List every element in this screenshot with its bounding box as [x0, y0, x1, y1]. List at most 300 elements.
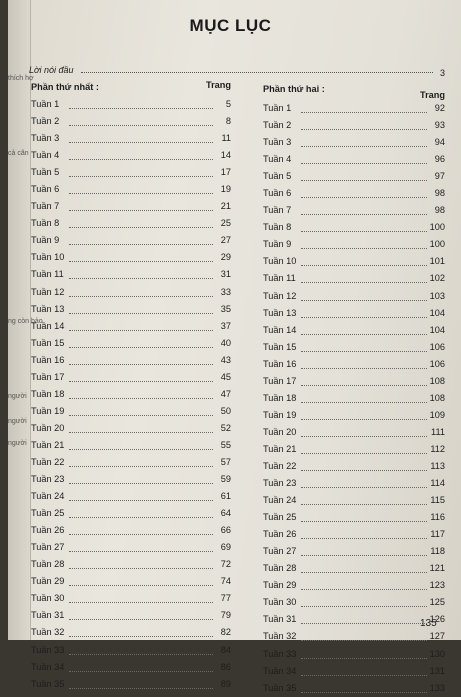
- toc-entry: [31, 488, 231, 505]
- toc-entry-page: 27: [220, 235, 231, 246]
- toc-entry-label: Tuần 8: [263, 222, 292, 233]
- leader-dots: [301, 658, 427, 659]
- leader-dots: [301, 487, 427, 488]
- toc-entry: [263, 168, 445, 185]
- toc-entry-page: 123: [429, 580, 445, 591]
- toc-entry: [263, 236, 445, 253]
- toc-entry: [31, 454, 231, 471]
- toc-entry-label: Tuần 31: [263, 614, 297, 625]
- leader-dots: [69, 688, 213, 689]
- toc-entry: [31, 130, 231, 147]
- toc-entry-label: Tuần 23: [31, 474, 65, 485]
- toc-entry-label: Tuần 26: [31, 525, 65, 536]
- toc-entry-page: 121: [429, 563, 445, 574]
- toc-entry-label: Tuần 18: [263, 392, 297, 403]
- toc-entry-label: Tuần 3: [31, 133, 60, 144]
- leader-dots: [301, 470, 427, 471]
- previous-page-edge: [8, 0, 43, 640]
- toc-entry: [263, 117, 445, 134]
- toc-entry-page: 100: [429, 239, 445, 250]
- toc-entry-label: Tuần 4: [31, 150, 60, 161]
- toc-entry-page: 79: [220, 610, 231, 621]
- toc-entry: [263, 441, 445, 458]
- leader-dots: [69, 313, 213, 314]
- leader-dots: [301, 453, 427, 454]
- toc-entry: [31, 539, 231, 556]
- toc-entry: [31, 624, 231, 641]
- toc-entry: [263, 134, 445, 151]
- toc-entry-page: 37: [220, 320, 231, 331]
- leader-dots: [69, 244, 213, 245]
- toc-entry-label: Tuần 1: [31, 99, 60, 109]
- toc-entry-page: 108: [429, 375, 445, 386]
- toc-entry-label: Tuần 6: [263, 188, 292, 199]
- toc-entry-page: 97: [434, 171, 445, 182]
- part-two-header: [263, 82, 445, 100]
- toc-entry: [31, 318, 231, 335]
- toc-entry-label: Tuần 35: [31, 678, 65, 689]
- toc-entry-label: Tuần 1: [263, 103, 292, 113]
- toc-entry: [263, 305, 445, 322]
- toc-entry-label: Tuần 14: [263, 324, 297, 335]
- toc-entry-page: 17: [220, 167, 231, 178]
- toc-entry-page: 64: [220, 508, 231, 519]
- toc-entry: [263, 373, 445, 390]
- page-column-label: Trang: [205, 80, 231, 90]
- part-two-list: [263, 100, 445, 697]
- toc-entry-label: Tuần 32: [31, 627, 65, 638]
- leader-dots: [69, 278, 213, 279]
- leader-dots: [69, 449, 213, 450]
- toc-entry-page: 84: [220, 644, 231, 655]
- toc-entry-page: 19: [220, 184, 231, 195]
- toc-entry-page: 55: [220, 439, 231, 450]
- toc-entry: [263, 628, 445, 645]
- toc-entry-label: Tuần 11: [31, 269, 64, 280]
- toc-entry-label: Tuần 21: [263, 443, 297, 454]
- toc-part-one: [31, 80, 231, 693]
- toc-entry-page: 112: [430, 443, 445, 454]
- toc-entry-page: 115: [430, 495, 445, 506]
- toc-entry: [263, 390, 445, 407]
- toc-entry: [31, 437, 231, 454]
- toc-entry-page: 11: [221, 133, 231, 144]
- leader-dots: [301, 521, 427, 522]
- leader-dots: [301, 197, 427, 198]
- strip-text: cả cân: [8, 150, 29, 157]
- toc-entry-page: 8: [225, 116, 231, 127]
- toc-entry: [263, 407, 445, 424]
- toc-entry-page: 98: [434, 205, 445, 216]
- toc-entry-page: 47: [220, 388, 231, 399]
- toc-entry-page: 69: [220, 542, 231, 553]
- leader-dots: [69, 500, 213, 501]
- toc-entry: [31, 505, 231, 522]
- toc-entry-page: 126: [429, 614, 445, 625]
- toc-entry: [263, 219, 445, 236]
- toc-entry-label: Tuần 5: [263, 171, 292, 182]
- toc-entry: [31, 266, 231, 283]
- toc-entry-label: Tuần 2: [263, 120, 292, 131]
- toc-entry: [263, 356, 445, 373]
- toc-entry: [31, 147, 231, 164]
- toc-entry: [263, 270, 445, 287]
- toc-entry-page: 82: [220, 627, 231, 638]
- toc-entry: [263, 646, 445, 663]
- leader-dots: [81, 72, 433, 73]
- toc-entry-label: Tuần 15: [31, 337, 65, 348]
- leader-dots: [301, 589, 427, 590]
- toc-entry-page: 103: [429, 290, 445, 301]
- part-one-heading: Phần thứ nhất :: [31, 82, 99, 92]
- toc-entry: [31, 420, 231, 437]
- strip-text: người: [8, 418, 27, 425]
- toc-entry: [263, 253, 445, 270]
- toc-entry-page: 118: [430, 546, 445, 557]
- leader-dots: [301, 248, 427, 249]
- toc-entry-label: Tuần 27: [31, 542, 65, 553]
- toc-entry: [263, 100, 445, 117]
- toc-entry-page: 98: [434, 188, 445, 199]
- toc-entry-label: Tuần 30: [263, 597, 297, 608]
- toc-entry-label: Tuần 4: [263, 154, 292, 165]
- leader-dots: [69, 210, 213, 211]
- toc-entry-label: Tuần 32: [263, 631, 297, 642]
- toc-entry-label: Tuần 20: [263, 426, 297, 437]
- leader-dots: [69, 551, 213, 552]
- toc-entry-page: 77: [220, 593, 231, 604]
- toc-entry: [31, 573, 231, 590]
- toc-entry-label: Tuần 29: [31, 576, 65, 587]
- toc-entry-label: Tuần 27: [263, 546, 297, 557]
- toc-entry: [31, 301, 231, 318]
- toc-entry-label: Tuần 24: [263, 495, 297, 506]
- strip-text: ng còn bảo: [8, 318, 43, 325]
- leader-dots: [69, 347, 213, 348]
- leader-dots: [69, 602, 213, 603]
- toc-entry-page: 29: [220, 252, 231, 263]
- toc-entry-label: Tuần 10: [263, 256, 297, 267]
- toc-entry: [263, 611, 445, 628]
- toc-entry: [31, 369, 231, 386]
- toc-entry: [31, 284, 231, 301]
- toc-entry-label: Tuần 6: [31, 184, 60, 195]
- toc-entry: [263, 663, 445, 680]
- preface-page: 3: [439, 68, 445, 78]
- leader-dots: [301, 163, 427, 164]
- leader-dots: [69, 142, 213, 143]
- toc-entry: [263, 339, 445, 356]
- toc-entry: [263, 458, 445, 475]
- leader-dots: [301, 555, 427, 556]
- leader-dots: [301, 368, 427, 369]
- strip-text: thích hợ: [8, 75, 34, 82]
- toc-entry-label: Tuần 9: [31, 235, 60, 246]
- toc-entry-label: Tuần 33: [263, 648, 297, 659]
- toc-entry-label: Tuần 7: [31, 201, 60, 212]
- leader-dots: [301, 146, 427, 147]
- toc-entry: [31, 386, 231, 403]
- toc-entry-label: Tuần 23: [263, 478, 297, 489]
- leader-dots: [69, 381, 213, 382]
- toc-entry-page: 93: [434, 120, 445, 131]
- toc-entry: [31, 471, 231, 488]
- toc-entry-label: Tuần 5: [31, 167, 60, 178]
- leader-dots: [301, 385, 427, 386]
- toc-entry-page: 111: [431, 426, 445, 437]
- toc-entry: [263, 424, 445, 441]
- toc-entry: [263, 594, 445, 611]
- toc-entry-page: 89: [220, 678, 231, 689]
- toc-entry-page: 14: [220, 150, 231, 161]
- leader-dots: [69, 568, 213, 569]
- toc-entry: [31, 590, 231, 607]
- leader-dots: [69, 261, 213, 262]
- toc-entry: [263, 151, 445, 168]
- toc-entry-page: 50: [220, 405, 231, 416]
- leader-dots: [69, 466, 213, 467]
- leader-dots: [69, 534, 213, 535]
- toc-entry-label: Tuần 34: [31, 661, 65, 672]
- leader-dots: [301, 623, 427, 624]
- page-number: 135: [420, 618, 437, 629]
- leader-dots: [69, 619, 213, 620]
- toc-entry-page: 31: [220, 269, 231, 280]
- toc-entry-page: 106: [429, 341, 445, 352]
- toc-entry-label: Tuần 25: [263, 512, 297, 523]
- leader-dots: [69, 415, 213, 416]
- toc-entry: [31, 522, 231, 539]
- toc-entry-page: 66: [220, 525, 231, 536]
- toc-entry-page: 96: [434, 154, 445, 165]
- toc-entry: [31, 96, 231, 113]
- toc-entry-page: 130: [429, 648, 445, 659]
- toc-entry-label: Tuần 19: [263, 409, 297, 420]
- toc-entry: [31, 403, 231, 420]
- leader-dots: [69, 159, 213, 160]
- leader-dots: [301, 606, 427, 607]
- toc-entry-label: Tuần 33: [31, 644, 65, 655]
- toc-entry-page: 117: [430, 529, 445, 540]
- leader-dots: [301, 572, 427, 573]
- toc-entry: [263, 526, 445, 543]
- preface-label: Lời nói đầu: [29, 65, 74, 75]
- toc-entry-label: Tuần 15: [263, 341, 297, 352]
- leader-dots: [301, 231, 427, 232]
- toc-entry-page: 72: [220, 559, 231, 570]
- toc-entry-label: Tuần 35: [263, 682, 297, 693]
- page-title: MỤC LỤC: [189, 16, 272, 35]
- toc-entry: [263, 509, 445, 526]
- toc-entry-label: Tuần 14: [31, 320, 65, 331]
- leader-dots: [69, 193, 213, 194]
- part-one-header: [31, 80, 231, 96]
- toc-entry-label: Tuần 13: [31, 303, 65, 314]
- leader-dots: [69, 330, 213, 331]
- toc-entry-label: Tuần 28: [31, 559, 65, 570]
- toc-entry-label: Tuần 22: [31, 456, 65, 467]
- toc-entry-label: Tuần 13: [263, 307, 297, 318]
- leader-dots: [301, 300, 427, 301]
- leader-dots: [69, 432, 213, 433]
- toc-entry: [31, 164, 231, 181]
- leader-dots: [301, 282, 427, 283]
- toc-entry-page: 104: [429, 324, 445, 335]
- toc-entry-page: 116: [430, 512, 445, 523]
- toc-entry-label: Tuần 17: [263, 375, 297, 386]
- leader-dots: [301, 504, 427, 505]
- toc-entry-page: 57: [220, 456, 231, 467]
- leader-dots: [69, 671, 213, 672]
- toc-entry-label: Tuần 21: [31, 439, 65, 450]
- toc-entry: [31, 215, 231, 232]
- toc-entry: [31, 249, 231, 266]
- page-column-label: Trang: [419, 90, 445, 100]
- toc-entry-label: Tuần 31: [31, 610, 65, 621]
- leader-dots: [69, 125, 213, 126]
- leader-dots: [301, 436, 427, 437]
- toc-entry-label: Tuần 28: [263, 563, 297, 574]
- toc-entry-label: Tuần 29: [263, 580, 297, 591]
- toc-entry-label: Tuần 3: [263, 137, 292, 148]
- leader-dots: [301, 675, 427, 676]
- toc-entry-page: 104: [429, 307, 445, 318]
- toc-entry-label: Tuần 26: [263, 529, 297, 540]
- toc-entry: [31, 556, 231, 573]
- toc-entry-label: Tuần 12: [263, 290, 297, 301]
- toc-entry-page: 59: [220, 474, 231, 485]
- toc-entry-page: 102: [429, 273, 445, 284]
- toc-entry-label: Tuần 7: [263, 205, 292, 216]
- toc-entry: [31, 352, 231, 369]
- toc-entry-page: 106: [429, 358, 445, 369]
- toc-entry-page: 61: [220, 491, 231, 502]
- toc-entry: [263, 543, 445, 560]
- toc-entry-label: Tuần 12: [31, 286, 65, 297]
- leader-dots: [69, 517, 213, 518]
- toc-entry-page: 92: [434, 103, 445, 113]
- toc-entry-label: Tuần 9: [263, 239, 292, 250]
- toc-entry-page: 33: [220, 286, 231, 297]
- toc-entry: [31, 113, 231, 130]
- toc-entry: [263, 185, 445, 202]
- part-one-list: [31, 96, 231, 693]
- leader-dots: [301, 214, 427, 215]
- toc-entry-page: 40: [220, 337, 231, 348]
- toc-entry-label: Tuần 8: [31, 218, 60, 229]
- toc-entry-label: Tuần 11: [263, 273, 296, 284]
- leader-dots: [301, 402, 427, 403]
- toc-entry-page: 94: [434, 137, 445, 148]
- leader-dots: [301, 129, 427, 130]
- toc-entry-page: 5: [225, 99, 231, 109]
- toc-entry: [31, 607, 231, 624]
- toc-entry: [263, 577, 445, 594]
- toc-entry: [31, 198, 231, 215]
- toc-entry: [31, 181, 231, 198]
- toc-entry-page: 100: [429, 222, 445, 233]
- toc-entry-label: Tuần 19: [31, 405, 65, 416]
- toc-entry: [263, 492, 445, 509]
- toc-entry-page: 101: [429, 256, 445, 267]
- toc-entry: [31, 642, 231, 659]
- strip-text: người: [8, 440, 27, 447]
- toc-entry-label: Tuần 22: [263, 460, 297, 471]
- strip-text: người: [8, 393, 27, 400]
- toc-entry: [263, 322, 445, 339]
- leader-dots: [69, 364, 213, 365]
- toc-entry: [31, 676, 231, 693]
- toc-entry: [31, 232, 231, 249]
- toc-entry-page: 86: [220, 661, 231, 672]
- leader-dots: [69, 654, 213, 655]
- toc-entry-page: 43: [220, 354, 231, 365]
- toc-entry-page: 113: [430, 460, 445, 471]
- leader-dots: [69, 483, 213, 484]
- leader-dots: [69, 636, 213, 637]
- toc-entry-page: 52: [220, 422, 231, 433]
- leader-dots: [69, 398, 213, 399]
- toc-entry-page: 108: [429, 392, 445, 403]
- toc-entry-label: Tuần 16: [263, 358, 297, 369]
- toc-entry: [263, 680, 445, 697]
- leader-dots: [69, 585, 213, 586]
- toc-entry-page: 35: [220, 303, 231, 314]
- toc-entry-page: 131: [429, 665, 445, 676]
- leader-dots: [69, 296, 213, 297]
- toc-entry-page: 109: [429, 409, 445, 420]
- toc-entry-page: 125: [429, 597, 445, 608]
- leader-dots: [301, 265, 427, 266]
- toc-entry-page: 114: [430, 478, 445, 489]
- toc-entry-label: Tuần 25: [31, 508, 65, 519]
- toc-entry: [31, 659, 231, 676]
- leader-dots: [301, 180, 427, 181]
- toc-entry-label: Tuần 17: [31, 371, 65, 382]
- toc-entry-label: Tuần 24: [31, 491, 65, 502]
- toc-entry-label: Tuần 20: [31, 422, 65, 433]
- leader-dots: [69, 176, 213, 177]
- toc-entry: [263, 560, 445, 577]
- toc-entry-page: 74: [220, 576, 231, 587]
- preface-entry: [29, 65, 445, 78]
- toc-part-two: [263, 82, 445, 697]
- toc-entry-page: 133: [429, 682, 445, 693]
- leader-dots: [69, 227, 213, 228]
- toc-entry: [31, 335, 231, 352]
- toc-entry-page: 127: [429, 631, 445, 642]
- toc-entry-label: Tuần 2: [31, 116, 60, 127]
- leader-dots: [301, 692, 427, 693]
- part-two-heading: Phần thứ hai :: [263, 84, 325, 94]
- leader-dots: [301, 334, 427, 335]
- leader-dots: [301, 351, 427, 352]
- toc-entry-label: Tuần 16: [31, 354, 65, 365]
- leader-dots: [301, 419, 427, 420]
- toc-entry-label: Tuần 18: [31, 388, 65, 399]
- toc-entry: [263, 475, 445, 492]
- leader-dots: [301, 112, 427, 113]
- leader-dots: [69, 108, 213, 109]
- toc-entry-page: 25: [220, 218, 231, 229]
- leader-dots: [301, 538, 427, 539]
- toc-entry-page: 21: [220, 201, 231, 212]
- toc-entry-label: Tuần 30: [31, 593, 65, 604]
- toc-entry-label: Tuần 34: [263, 665, 297, 676]
- toc-entry: [263, 288, 445, 305]
- toc-entry-page: 45: [220, 371, 231, 382]
- leader-dots: [301, 640, 427, 641]
